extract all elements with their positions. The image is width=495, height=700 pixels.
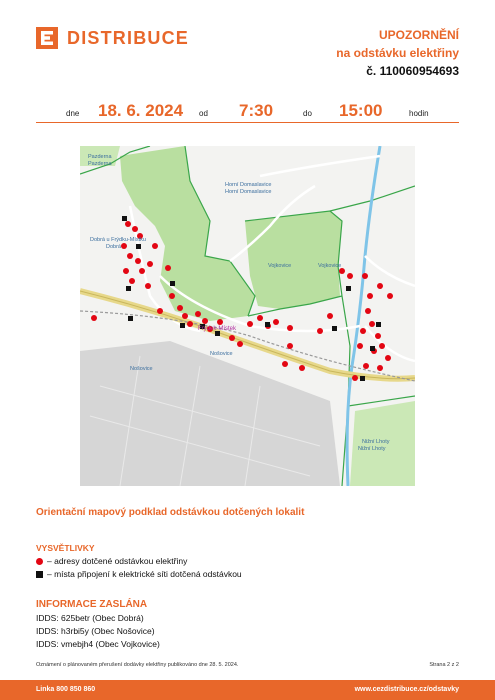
outage-address-dot [129, 278, 135, 284]
connection-point-square [170, 281, 175, 286]
outage-address-dot [360, 328, 366, 334]
legend-item-addresses [36, 556, 187, 566]
label-vojkovice: Vojkovice [268, 263, 292, 269]
label-from: od [199, 109, 208, 118]
outage-address-dot [121, 243, 127, 249]
outage-address-dot [145, 283, 151, 289]
outage-address-dot [169, 293, 175, 299]
cez-logo-icon [36, 27, 58, 49]
company-logo [36, 27, 189, 49]
label-hours: hodin [409, 109, 429, 118]
outage-address-dot [347, 273, 353, 279]
label-nizni-lhoty: Nižní Lhoty [362, 439, 390, 445]
notice-number: č. 110060954693 [366, 64, 459, 78]
outage-address-dot [377, 283, 383, 289]
outage-address-dot [157, 308, 163, 314]
outage-address-dot [187, 321, 193, 327]
outage-address-dot [139, 268, 145, 274]
outage-address-dot [147, 261, 153, 267]
outage-address-dot [317, 328, 323, 334]
info-line: IDDS: 625betr (Obec Dobrá) [36, 613, 144, 623]
outage-address-dot [195, 311, 201, 317]
label-to: do [303, 109, 312, 118]
time-from: 7:30 [239, 101, 274, 120]
outage-address-dot [182, 313, 188, 319]
outage-dateline [36, 101, 459, 123]
outage-address-dot [237, 341, 243, 347]
outage-address-dot [363, 363, 369, 369]
outage-address-dot [273, 319, 279, 325]
connection-point-square [376, 322, 381, 327]
label-horni-domaslavice-2: Horní Domaslavice [225, 189, 272, 195]
label-horni-domaslavice: Horní Domaslavice [225, 182, 272, 188]
notice-title: UPOZORNĚNÍ [378, 28, 459, 42]
website-link[interactable]: www.cezdistribuce.cz/odstavky [354, 686, 459, 693]
label-nosovice: Nošovice [210, 351, 233, 357]
outage-address-dot [369, 321, 375, 327]
notice-subtitle: na odstávku elektřiny [336, 46, 459, 60]
legend-item-addresses-label: – adresy dotčené odstávkou elektřiny [47, 556, 188, 566]
outage-address-dot [165, 265, 171, 271]
outage-address-dot [327, 313, 333, 319]
legend-item-connections [36, 569, 242, 579]
connection-point-square [265, 322, 270, 327]
publication-note: Oznámení o plánovaném přerušení dodávky elektřiny publikováno dne 28. 5. 2024. [36, 662, 239, 668]
outage-address-dot [357, 343, 363, 349]
outage-map [80, 146, 415, 486]
outage-address-dot [257, 315, 263, 321]
outage-address-dot [379, 343, 385, 349]
label-nizni-lhoty-2: Nižní Lhoty [358, 446, 386, 452]
outage-address-dot [247, 321, 253, 327]
outage-address-dot [299, 365, 305, 371]
outage-address-dot [362, 273, 368, 279]
info-line: IDDS: h3rbi5y (Obec Nošovice) [36, 626, 155, 636]
outage-address-dot [287, 343, 293, 349]
legend-item-connections-label: – místa připojení k elektrické síti dotčená odstávkou [47, 569, 242, 579]
outage-address-dot [152, 243, 158, 249]
connection-point-square [126, 286, 131, 291]
notice-header [336, 26, 459, 80]
black-square-icon [36, 571, 43, 578]
outage-address-dot [377, 365, 383, 371]
connection-point-square [180, 323, 185, 328]
hotline-link[interactable]: Linka 800 850 860 [36, 686, 96, 693]
logo-text: DISTRIBUCE [67, 27, 190, 48]
outage-address-dot [127, 253, 133, 259]
legend-title: VYSVĚTLIVKY [36, 543, 95, 553]
label-dobra-u-frydku: Dobrá u Frýdku-Místku [90, 237, 146, 243]
outage-address-dot [123, 268, 129, 274]
connection-point-square [332, 326, 337, 331]
connection-point-square [136, 244, 141, 249]
red-dot-icon [36, 558, 43, 565]
outage-address-dot [125, 221, 131, 227]
outage-date: 18. 6. 2024 [98, 101, 184, 120]
page-number: Strana 2 z 2 [429, 662, 459, 668]
label-pazderna: Pazderna [88, 154, 112, 160]
outage-address-dot [375, 333, 381, 339]
label-frydek-mistek: Frýdek-Místek [198, 326, 237, 332]
outage-address-dot [135, 258, 141, 264]
label-nosovice-west: Nošovice [130, 366, 153, 372]
label-pazderna-2: Pazderna [88, 161, 112, 167]
forest-area-east [245, 211, 342, 309]
outage-address-dot [202, 318, 208, 324]
connection-point-square [346, 286, 351, 291]
info-title: INFORMACE ZASLÁNA [36, 599, 148, 610]
connection-point-square [370, 346, 375, 351]
label-day: dne [66, 109, 80, 118]
footer-bar [0, 680, 495, 700]
outage-address-dot [217, 319, 223, 325]
outage-address-dot [229, 335, 235, 341]
outage-address-dot [282, 361, 288, 367]
outage-address-dot [385, 355, 391, 361]
outage-address-dot [365, 308, 371, 314]
outage-address-dot [287, 325, 293, 331]
outage-address-dot [352, 375, 358, 381]
info-line: IDDS: vmebjh4 (Obec Vojkovice) [36, 639, 160, 649]
connection-point-square [128, 316, 133, 321]
connection-point-square [122, 216, 127, 221]
time-to: 15:00 [339, 101, 383, 120]
outage-address-dot [367, 293, 373, 299]
map-section-title: Orientační mapový podklad odstávkou dotčených lokalit [36, 507, 305, 518]
connection-point-square [360, 376, 365, 381]
label-vojkovice-2: Vojkovice [318, 263, 342, 269]
outage-address-dot [177, 305, 183, 311]
label-dobra: Dobrá [106, 244, 121, 250]
outage-address-dot [91, 315, 97, 321]
outage-address-dot [387, 293, 393, 299]
map-canvas [80, 146, 415, 486]
outage-address-dot [132, 226, 138, 232]
